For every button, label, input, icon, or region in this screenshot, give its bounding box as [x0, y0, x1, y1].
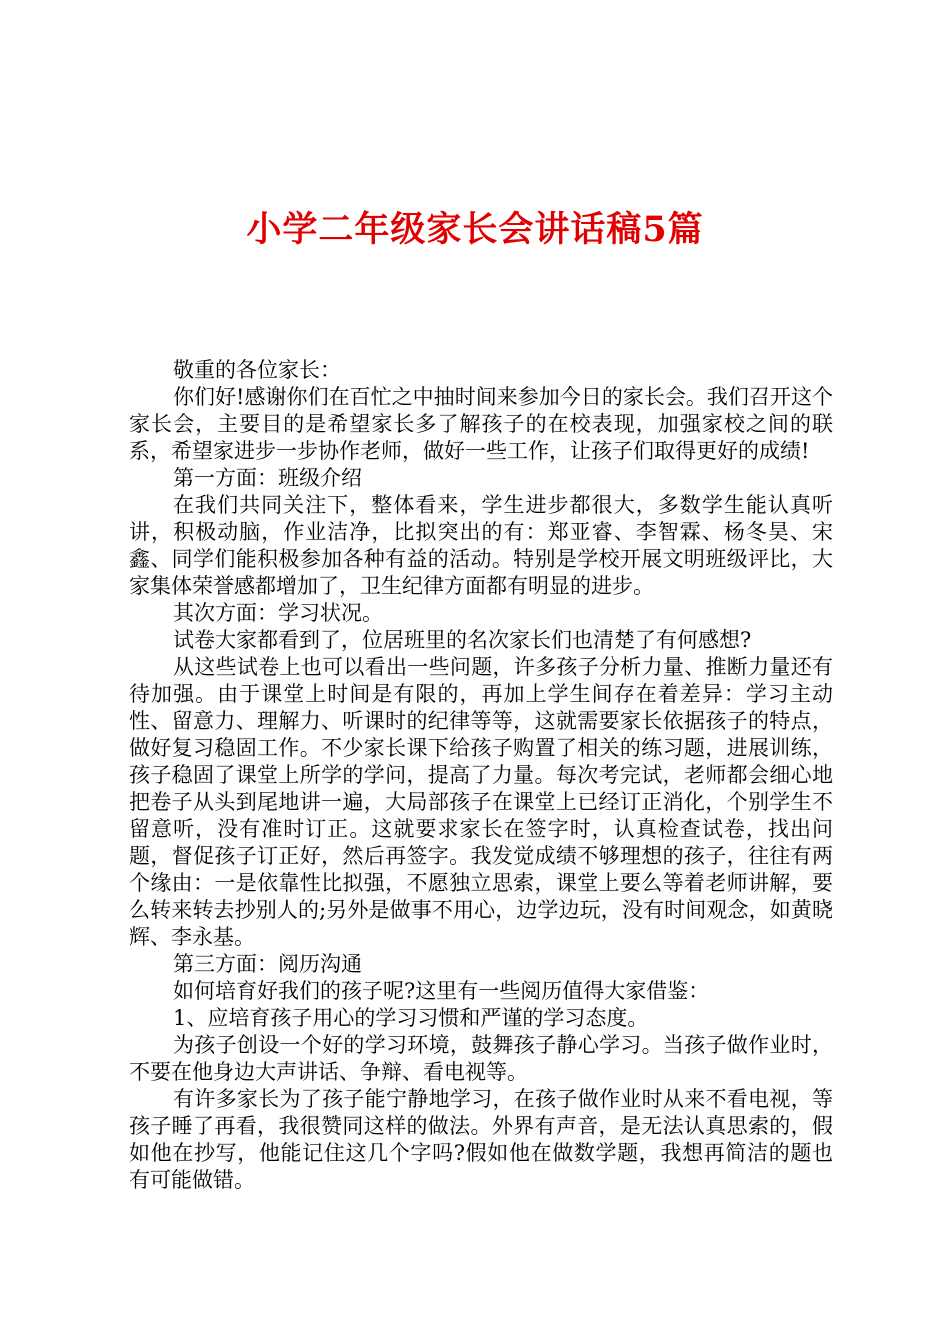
body-paragraph: 如何培育好我们的孩子呢?这里有一些阅历值得大家借鉴：: [173, 979, 710, 1003]
body-paragraph: 有许多家长为了孩子能宁静地学习，在孩子做作业时从来不看电视，等孩子睡了再看，我很赞同这样的做法。外界有声音，是无法认真思索的，假如他在抄写，他能记住这几个字吗?假如他在做数学题，我想再简洁的题也有可能做错。: [129, 1087, 833, 1192]
body-paragraph: 试卷大家都看到了，位居班里的名次家长们也清楚了有何感想?: [173, 628, 752, 652]
list-item: 1、应培育孩子用心的学习习惯和严谨的学习态度。: [173, 1006, 649, 1030]
body-paragraph: 在我们共同关注下，整体看来，学生进步都很大，多数学生能认真听讲，积极动脑，作业洁净，比拟突出的有：郑亚睿、李智霖、杨冬昊、宋鑫、同学们能积极参加各种有益的活动。特别是学校开展文明班级评比，大家集体荣誉感都增加了，卫生纪律方面都有明显的进步。: [129, 493, 833, 598]
document-body: [129, 357, 833, 1194]
salutation: 敬重的各位家长：: [173, 358, 341, 382]
body-paragraph: 你们好!感谢你们在百忙之中抽时间来参加今日的家长会。我们召开这个家长会，主要目的是希望家长多了解孩子的在校表现，加强家校之间的联系，希望家进步一步协作老师，做好一些工作，让孩子们取得更好的成绩!: [129, 385, 833, 463]
document-title: 小学二年级家长会讲话稿5篇: [246, 209, 704, 250]
section-heading: 第一方面：班级介绍: [173, 466, 362, 490]
body-paragraph: 为孩子创设一个好的学习环境，鼓舞孩子静心学习。当孩子做作业时，不要在他身边大声讲话、争辩、看电视等。: [129, 1033, 833, 1084]
section-heading: 第三方面：阅历沟通: [173, 952, 362, 976]
body-paragraph: 从这些试卷上也可以看出一些问题，许多孩子分析力量、推断力量还有待加强。由于课堂上时间是有限的，再加上学生间存在着差异：学习主动性、留意力、理解力、听课时的纪律等等，这就需要家长依据孩子的特点，做好复习稳固工作。不少家长课下给孩子购置了相关的练习题，进展训练，孩子稳固了课堂上所学的学问，提高了力量。每次考完试，老师都会细心地把卷子从头到尾地讲一遍，大局部孩子在课堂上已经订正消化，个别学生不留意听，没有准时订正。这就要求家长在签字时，认真检查试卷，找出问题，督促孩子订正好，然后再签字。我发觉成绩不够理想的孩子，往往有两个缘由：一是依靠性比拟强，不愿独立思索，课堂上要么等着老师讲解，要么转来转去抄别人的;另外是做事不用心，边学边玩，没有时间观念，如黄晓辉、李永基。: [129, 655, 833, 949]
section-heading: 其次方面：学习状况。: [173, 601, 383, 625]
